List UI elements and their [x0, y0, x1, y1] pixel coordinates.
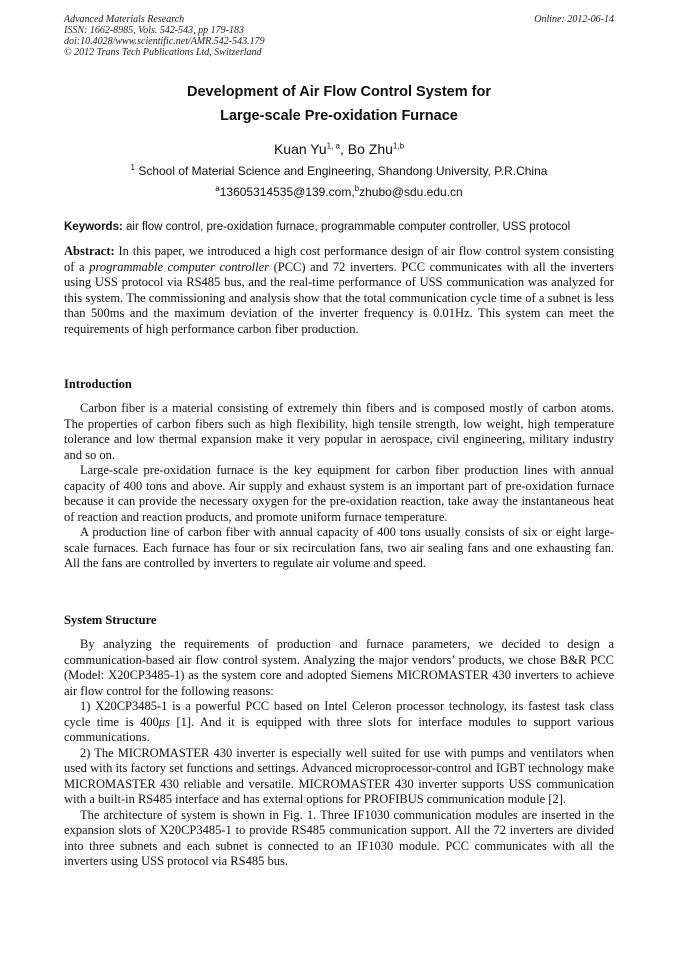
online-date: Online: 2012-06-14	[534, 14, 614, 25]
section-heading-introduction: Introduction	[64, 377, 132, 391]
author-emails	[0, 184, 678, 200]
affiliation-text: School of Material Science and Engineering, Shandong University, P.R.China	[134, 164, 548, 178]
paragraph: Carbon fiber is a material consisting of extremely thin fibers and is composed mostly of carbon atoms. The properties of carbon fibers such as high flexibility, high tensile strength, low weight, high temperature tolerance and low thermal expansion make it very popular in aerospace, civil engineering, military industry and so on.	[64, 401, 614, 462]
author-affiliation-mark: 1,b	[392, 141, 405, 151]
affiliation-mark: 1	[130, 163, 135, 172]
section-heading-system-structure: System Structure	[64, 613, 157, 627]
issn-line: ISSN: 1662-8985, Vols. 542-543, pp 179-183	[64, 25, 244, 36]
abstract-text: (PCC) and 72 inverters. PCC communicates with all the inverters using USS protocol via RS485 bus, and the real-time performance of USS communication was analyzed for this system. The commissioning and analysis show that the total communication cycle time of a subnet is less than 500ms and the maximum deviation of the inverter frequency is 0.01Hz. This system can meet the requirements of high performance carbon fiber production.	[64, 259, 614, 336]
keywords-label: Keywords:	[64, 221, 123, 233]
paper-title	[0, 80, 678, 128]
title-line-2: Large-scale Pre-oxidation Furnace	[220, 108, 458, 124]
abstract-label: Abstract:	[64, 244, 115, 258]
email-a: 13605314535@139.com,	[219, 185, 355, 199]
journal-name: Advanced Materials Research	[64, 14, 185, 25]
paragraph: The architecture of system is shown in Fig. 1. Three IF1030 communication modules are inserted in the expansion slots of X20CP3485-1 to provide RS485 communication support. All the 72 inverters are divided into three subnets and each subnet is connected to an IF1030 module. PCC communicates with all the inverters using USS protocol via RS485 bus.	[64, 807, 614, 868]
author-name: Kuan Yu	[273, 141, 327, 157]
abstract-text: In this paper, we introduced a high cost performance design of air flow control system consisting of a	[64, 244, 614, 274]
doi-line: doi:10.4028/www.scientific.net/AMR.542-543.179	[64, 36, 265, 47]
abstract	[64, 244, 614, 337]
author-list	[0, 140, 678, 158]
paragraph: A production line of carbon fiber with annual capacity of 400 tons usually consists of six or eight large-scale furnaces. Each furnace has four or six recirculation fans, two air sealing fans and one exhausting fan. All the fans are controlled by inverters to regulate air volume and speed.	[64, 525, 614, 570]
email-b: zhubo@sdu.edu.cn	[359, 185, 463, 199]
copyright-line: © 2012 Trans Tech Publications Ltd, Switzerland	[64, 47, 262, 58]
paragraph	[64, 699, 614, 746]
title-line-1: Development of Air Flow Control System for	[187, 84, 491, 100]
keywords	[64, 220, 614, 235]
paragraph: Large-scale pre-oxidation furnace is the key equipment for carbon fiber production lines with annual capacity of 400 tons and above. Air supply and exhaust system is an important part of pre-oxidation furnace because it can provide the necessary oxygen for the pre-oxidation reaction, take away the instantaneous heat of reaction and reaction products, and promote uniform furnace temperature.	[64, 463, 614, 524]
abstract-emphasis: programmable computer controller	[89, 259, 269, 274]
unit-symbol: μs	[158, 714, 171, 729]
email-mark-b: b	[354, 184, 360, 193]
journal-header	[64, 14, 265, 58]
keywords-text: air flow control, pre-oxidation furnace, programmable computer controller, USS protocol	[122, 221, 571, 233]
paragraph: By analyzing the requirements of production and furnace parameters, we decided to design a communication-based air flow control system. Analyzing the major vendors’ products, we chose B&R PCC (Model: X20CP3485-1) as the system core and adopted Siemens MICROMASTER 430 inverters to achieve air flow control for the following reasons:	[64, 637, 614, 698]
email-mark-a: a	[215, 184, 220, 193]
paragraph-text: [1]. And it is equipped with three slots for interface modules to support various communications.	[64, 714, 615, 744]
author-affiliation-mark: 1, a	[326, 141, 340, 151]
author-separator: ,	[339, 141, 348, 157]
affiliation	[0, 163, 678, 179]
paragraph-text: 1) X20CP3485-1 is a powerful PCC based on Intel Celeron processor technology, its fastest task class cycle time is 400	[64, 699, 614, 729]
introduction-body	[64, 401, 614, 572]
paragraph: 2) The MICROMASTER 430 inverter is especially well suited for use with pumps and ventilators when used with its factory set functions and settings. Advanced microprocessor-control and IGBT technology make MICROMASTER 430 reliable and versatile. MICROMASTER 430 inverter supports USS communication with a built-in RS485 interface and has external options for PROFIBUS communication module [2].	[64, 745, 614, 806]
author-name: Bo Zhu	[347, 141, 393, 157]
system-structure-body	[64, 637, 614, 870]
